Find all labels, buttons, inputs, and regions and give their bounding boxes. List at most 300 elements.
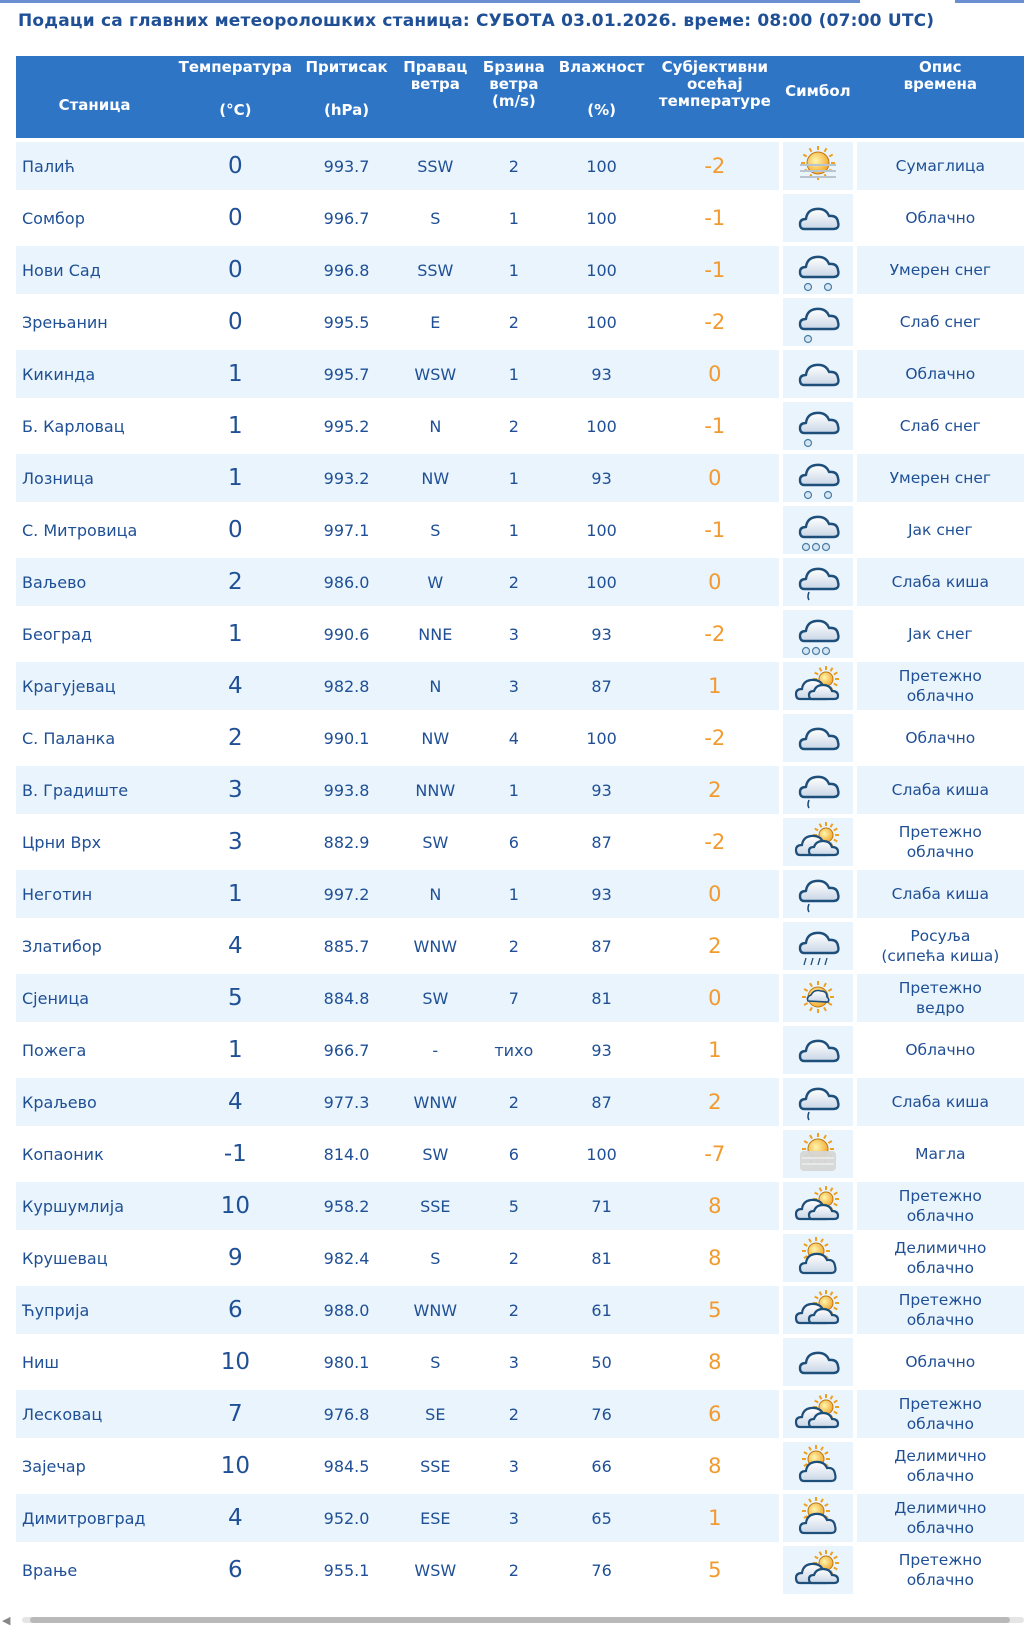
temperature-value: 4	[173, 922, 297, 970]
humidity-value: 93	[553, 610, 651, 658]
feels-like-value: 0	[651, 558, 780, 606]
table-row	[16, 1442, 1024, 1490]
temperature-value: 1	[173, 610, 297, 658]
temperature-value: 5	[173, 974, 297, 1022]
feels-like-value: 1	[651, 662, 780, 710]
table-row	[16, 662, 1024, 710]
wind-direction-value: ESE	[396, 1494, 476, 1542]
station-name: С. Паланка	[16, 714, 173, 762]
cloud-heavy-snow-icon	[783, 610, 853, 658]
wind-speed-value: 1	[475, 194, 553, 242]
description-value: Претежно облачно	[857, 1182, 1024, 1230]
wind-speed-value: 6	[475, 818, 553, 866]
pressure-value: 952.0	[298, 1494, 396, 1542]
table-row	[16, 246, 1024, 294]
header-pressure: Притисак (hPa)	[298, 56, 396, 138]
symbol-cell	[779, 714, 857, 762]
station-name: В. Градиште	[16, 766, 173, 814]
pressure-value: 814.0	[298, 1130, 396, 1178]
table-row	[16, 766, 1024, 814]
temperature-value: 9	[173, 1234, 297, 1282]
symbol-cell	[779, 402, 857, 450]
station-name: Зрењанин	[16, 298, 173, 346]
symbol-cell	[779, 974, 857, 1022]
table-row	[16, 974, 1024, 1022]
header-symbol: Симбол	[779, 56, 857, 138]
wind-speed-value: 1	[475, 454, 553, 502]
table-row	[16, 142, 1024, 190]
station-name: Лозница	[16, 454, 173, 502]
station-name: Сомбор	[16, 194, 173, 242]
wind-direction-value: N	[396, 402, 476, 450]
station-name: Кикинда	[16, 350, 173, 398]
symbol-cell	[779, 194, 857, 242]
table-row	[16, 870, 1024, 918]
wind-direction-value: NW	[396, 454, 476, 502]
wind-direction-value: SW	[396, 974, 476, 1022]
table-row	[16, 1234, 1024, 1282]
symbol-cell	[779, 1130, 857, 1178]
wind-speed-value: 7	[475, 974, 553, 1022]
scroll-left-arrow-icon[interactable]: ◀	[2, 1614, 11, 1627]
feels-like-value: 0	[651, 870, 780, 918]
symbol-cell	[779, 1338, 857, 1386]
pressure-value: 982.8	[298, 662, 396, 710]
pressure-value: 990.1	[298, 714, 396, 762]
humidity-value: 93	[553, 454, 651, 502]
feels-like-value: 2	[651, 922, 780, 970]
station-name: Неготин	[16, 870, 173, 918]
wind-direction-value: SSW	[396, 142, 476, 190]
pressure-value: 995.2	[298, 402, 396, 450]
feels-like-value: -2	[651, 818, 780, 866]
wind-direction-value: WNW	[396, 922, 476, 970]
wind-direction-value: SSE	[396, 1182, 476, 1230]
temperature-value: 0	[173, 194, 297, 242]
scrollbar-thumb[interactable]	[30, 1617, 1010, 1623]
description-value: Слаба киша	[857, 558, 1024, 606]
symbol-cell	[779, 298, 857, 346]
humidity-value: 100	[553, 506, 651, 554]
top-border	[0, 0, 1024, 4]
table-row	[16, 1286, 1024, 1334]
wind-direction-value: E	[396, 298, 476, 346]
table-row	[16, 1078, 1024, 1126]
table-row	[16, 1182, 1024, 1230]
humidity-value: 76	[553, 1390, 651, 1438]
pressure-value: 955.1	[298, 1546, 396, 1594]
cloud-light-rain-icon	[783, 1078, 853, 1126]
wind-direction-value: N	[396, 870, 476, 918]
humidity-value: 87	[553, 818, 651, 866]
table-row	[16, 298, 1024, 346]
temperature-value: 4	[173, 1494, 297, 1542]
temperature-value: 1	[173, 350, 297, 398]
humidity-value: 100	[553, 246, 651, 294]
wind-speed-value: тихо	[475, 1026, 553, 1074]
temperature-value: 0	[173, 298, 297, 346]
description-value: Јак снег	[857, 610, 1024, 658]
station-name: Крушевац	[16, 1234, 173, 1282]
cloud-icon	[783, 714, 853, 762]
wind-speed-value: 2	[475, 558, 553, 606]
mostly-cloudy-icon	[783, 1286, 853, 1334]
header-wind-speed: Брзина ветра (m/s)	[475, 56, 553, 138]
table-row	[16, 1026, 1024, 1074]
description-value: Облачно	[857, 350, 1024, 398]
station-name: Крагујевац	[16, 662, 173, 710]
temperature-value: 2	[173, 558, 297, 606]
mostly-clear-icon	[783, 974, 853, 1022]
symbol-cell	[779, 142, 857, 190]
station-name: Куршумлија	[16, 1182, 173, 1230]
mostly-cloudy-icon	[783, 662, 853, 710]
pressure-value: 993.2	[298, 454, 396, 502]
humidity-value: 81	[553, 974, 651, 1022]
pressure-value: 984.5	[298, 1442, 396, 1490]
table-row	[16, 714, 1024, 762]
fog-sun-icon	[783, 142, 853, 190]
wind-direction-value: S	[396, 1338, 476, 1386]
description-value: Слаба киша	[857, 1078, 1024, 1126]
humidity-value: 93	[553, 870, 651, 918]
humidity-value: 100	[553, 298, 651, 346]
description-value: Претежно облачно	[857, 1286, 1024, 1334]
description-value: Слаб снег	[857, 298, 1024, 346]
humidity-value: 100	[553, 142, 651, 190]
wind-speed-value: 1	[475, 870, 553, 918]
description-value: Облачно	[857, 194, 1024, 242]
temperature-value: 6	[173, 1546, 297, 1594]
wind-speed-value: 2	[475, 402, 553, 450]
feels-like-value: -1	[651, 246, 780, 294]
symbol-cell	[779, 922, 857, 970]
wind-speed-value: 1	[475, 506, 553, 554]
symbol-cell	[779, 1078, 857, 1126]
description-value: Делимично облачно	[857, 1494, 1024, 1542]
temperature-value: 3	[173, 818, 297, 866]
pressure-value: 966.7	[298, 1026, 396, 1074]
wind-speed-value: 2	[475, 298, 553, 346]
description-value: Умерен снег	[857, 454, 1024, 502]
wind-speed-value: 3	[475, 662, 553, 710]
wind-direction-value: S	[396, 506, 476, 554]
wind-direction-value: SW	[396, 818, 476, 866]
wind-direction-value: S	[396, 1234, 476, 1282]
mostly-cloudy-icon	[783, 1390, 853, 1438]
feels-like-value: 1	[651, 1026, 780, 1074]
humidity-value: 100	[553, 558, 651, 606]
table-row	[16, 1130, 1024, 1178]
humidity-value: 100	[553, 714, 651, 762]
station-name: Краљево	[16, 1078, 173, 1126]
pressure-value: 884.8	[298, 974, 396, 1022]
station-name: Сјеница	[16, 974, 173, 1022]
partly-cloudy-icon	[783, 1234, 853, 1282]
table-row	[16, 194, 1024, 242]
wind-direction-value: NNE	[396, 610, 476, 658]
station-name: С. Митровица	[16, 506, 173, 554]
temperature-value: 1	[173, 1026, 297, 1074]
wind-speed-value: 6	[475, 1130, 553, 1178]
feels-like-value: -1	[651, 506, 780, 554]
humidity-value: 87	[553, 922, 651, 970]
feels-like-value: 1	[651, 1494, 780, 1542]
temperature-value: 1	[173, 454, 297, 502]
humidity-value: 93	[553, 350, 651, 398]
feels-like-value: -2	[651, 714, 780, 762]
fog-icon	[783, 1130, 853, 1178]
humidity-value: 100	[553, 1130, 651, 1178]
table-row	[16, 506, 1024, 554]
pressure-value: 958.2	[298, 1182, 396, 1230]
humidity-value: 87	[553, 662, 651, 710]
pressure-value: 982.4	[298, 1234, 396, 1282]
wind-direction-value: SSW	[396, 246, 476, 294]
wind-speed-value: 2	[475, 1546, 553, 1594]
mostly-cloudy-icon	[783, 1182, 853, 1230]
symbol-cell	[779, 506, 857, 554]
humidity-value: 61	[553, 1286, 651, 1334]
description-value: Умерен снег	[857, 246, 1024, 294]
pressure-value: 995.5	[298, 298, 396, 346]
station-name: Копаоник	[16, 1130, 173, 1178]
temperature-value: 2	[173, 714, 297, 762]
description-value: Јак снег	[857, 506, 1024, 554]
temperature-value: 10	[173, 1182, 297, 1230]
symbol-cell	[779, 246, 857, 294]
description-value: Претежно облачно	[857, 1546, 1024, 1594]
symbol-cell	[779, 818, 857, 866]
table-row	[16, 350, 1024, 398]
wind-direction-value: WNW	[396, 1286, 476, 1334]
weather-table	[16, 52, 1024, 1598]
header-description: Опис времена	[857, 56, 1024, 138]
symbol-cell	[779, 1286, 857, 1334]
page-title: Подаци са главних метеоролошких станица: СУБОТА 03.01.2026. време: 08:00 (07:00 UTC)	[18, 11, 935, 31]
wind-speed-value: 2	[475, 922, 553, 970]
pressure-value: 997.1	[298, 506, 396, 554]
cloud-moderate-snow-icon	[783, 246, 853, 294]
humidity-value: 76	[553, 1546, 651, 1594]
station-name: Зајечар	[16, 1442, 173, 1490]
wind-speed-value: 2	[475, 1234, 553, 1282]
table-row	[16, 558, 1024, 606]
pressure-value: 986.0	[298, 558, 396, 606]
mostly-cloudy-icon	[783, 818, 853, 866]
wind-direction-value: WSW	[396, 350, 476, 398]
cloud-icon	[783, 1338, 853, 1386]
temperature-value: 1	[173, 870, 297, 918]
station-name: Београд	[16, 610, 173, 658]
pressure-value: 996.8	[298, 246, 396, 294]
description-value: Делимично облачно	[857, 1234, 1024, 1282]
pressure-value: 997.2	[298, 870, 396, 918]
station-name: Палић	[16, 142, 173, 190]
station-name: Димитровград	[16, 1494, 173, 1542]
pressure-value: 882.9	[298, 818, 396, 866]
wind-speed-value: 3	[475, 1442, 553, 1490]
header-feels-like: Субјективни осећај температуре	[651, 56, 780, 138]
symbol-cell	[779, 350, 857, 398]
feels-like-value: -2	[651, 142, 780, 190]
cloud-drizzle-icon	[783, 922, 853, 970]
pressure-value: 976.8	[298, 1390, 396, 1438]
description-value: Магла	[857, 1130, 1024, 1178]
feels-like-value: 8	[651, 1182, 780, 1230]
humidity-value: 100	[553, 194, 651, 242]
cloud-icon	[783, 1026, 853, 1074]
wind-speed-value: 3	[475, 1494, 553, 1542]
station-name: Ваљево	[16, 558, 173, 606]
wind-speed-value: 1	[475, 766, 553, 814]
feels-like-value: 5	[651, 1286, 780, 1334]
station-name: Б. Карловац	[16, 402, 173, 450]
humidity-value: 100	[553, 402, 651, 450]
wind-speed-value: 5	[475, 1182, 553, 1230]
station-name: Лесковац	[16, 1390, 173, 1438]
cloud-light-rain-icon	[783, 558, 853, 606]
header-wind-direction: Правац ветра	[396, 56, 476, 138]
feels-like-value: 0	[651, 350, 780, 398]
wind-direction-value: N	[396, 662, 476, 710]
temperature-value: 4	[173, 662, 297, 710]
description-value: Облачно	[857, 1026, 1024, 1074]
temperature-value: -1	[173, 1130, 297, 1178]
cloud-heavy-snow-icon	[783, 506, 853, 554]
cloud-moderate-snow-icon	[783, 454, 853, 502]
table-row	[16, 1494, 1024, 1542]
wind-speed-value: 2	[475, 1286, 553, 1334]
pressure-value: 993.8	[298, 766, 396, 814]
header-station: Станица	[16, 56, 173, 138]
description-value: Слаб снег	[857, 402, 1024, 450]
humidity-value: 93	[553, 766, 651, 814]
description-value: Претежно облачно	[857, 1390, 1024, 1438]
wind-direction-value: -	[396, 1026, 476, 1074]
temperature-value: 1	[173, 402, 297, 450]
cloud-light-rain-icon	[783, 766, 853, 814]
pressure-value: 993.7	[298, 142, 396, 190]
wind-speed-value: 3	[475, 1338, 553, 1386]
symbol-cell	[779, 1026, 857, 1074]
wind-speed-value: 2	[475, 142, 553, 190]
humidity-value: 50	[553, 1338, 651, 1386]
station-name: Пожега	[16, 1026, 173, 1074]
partly-cloudy-icon	[783, 1442, 853, 1490]
horizontal-scrollbar[interactable]	[0, 1614, 1024, 1625]
pressure-value: 995.7	[298, 350, 396, 398]
feels-like-value: 2	[651, 1078, 780, 1126]
symbol-cell	[779, 662, 857, 710]
pressure-value: 977.3	[298, 1078, 396, 1126]
wind-speed-value: 2	[475, 1390, 553, 1438]
temperature-value: 4	[173, 1078, 297, 1126]
station-name: Врање	[16, 1546, 173, 1594]
pressure-value: 988.0	[298, 1286, 396, 1334]
symbol-cell	[779, 870, 857, 918]
temperature-value: 10	[173, 1338, 297, 1386]
humidity-value: 65	[553, 1494, 651, 1542]
wind-direction-value: NW	[396, 714, 476, 762]
wind-speed-value: 1	[475, 350, 553, 398]
wind-direction-value: SW	[396, 1130, 476, 1178]
wind-direction-value: NNW	[396, 766, 476, 814]
station-name: Црни Врх	[16, 818, 173, 866]
symbol-cell	[779, 558, 857, 606]
description-value: Слаба киша	[857, 766, 1024, 814]
table-header	[16, 56, 1024, 138]
temperature-value: 10	[173, 1442, 297, 1490]
description-value: Слаба киша	[857, 870, 1024, 918]
description-value: Облачно	[857, 714, 1024, 762]
symbol-cell	[779, 1546, 857, 1594]
feels-like-value: -1	[651, 402, 780, 450]
wind-speed-value: 2	[475, 1078, 553, 1126]
wind-speed-value: 4	[475, 714, 553, 762]
humidity-value: 93	[553, 1026, 651, 1074]
temperature-value: 6	[173, 1286, 297, 1334]
description-value: Облачно	[857, 1338, 1024, 1386]
wind-direction-value: SSE	[396, 1442, 476, 1490]
humidity-value: 81	[553, 1234, 651, 1282]
symbol-cell	[779, 1494, 857, 1542]
table-row	[16, 1546, 1024, 1594]
table-row	[16, 402, 1024, 450]
station-name: Ниш	[16, 1338, 173, 1386]
description-value: Претежно облачно	[857, 818, 1024, 866]
table-row	[16, 818, 1024, 866]
description-value: Сумаглица	[857, 142, 1024, 190]
temperature-value: 0	[173, 142, 297, 190]
feels-like-value: 8	[651, 1234, 780, 1282]
pressure-value: 996.7	[298, 194, 396, 242]
description-value: Претежно ведро	[857, 974, 1024, 1022]
symbol-cell	[779, 610, 857, 658]
feels-like-value: 0	[651, 454, 780, 502]
cloud-icon	[783, 350, 853, 398]
table-row	[16, 922, 1024, 970]
humidity-value: 66	[553, 1442, 651, 1490]
feels-like-value: 6	[651, 1390, 780, 1438]
humidity-value: 71	[553, 1182, 651, 1230]
description-value: Претежно облачно	[857, 662, 1024, 710]
table-row	[16, 1390, 1024, 1438]
station-name: Нови Сад	[16, 246, 173, 294]
feels-like-value: -2	[651, 610, 780, 658]
header-temperature: Температура (°C)	[173, 56, 297, 138]
symbol-cell	[779, 1182, 857, 1230]
symbol-cell	[779, 1390, 857, 1438]
symbol-cell	[779, 1442, 857, 1490]
wind-direction-value: WSW	[396, 1546, 476, 1594]
temperature-value: 7	[173, 1390, 297, 1438]
feels-like-value: -1	[651, 194, 780, 242]
temperature-value: 0	[173, 246, 297, 294]
feels-like-value: 8	[651, 1442, 780, 1490]
cloud-light-snow-icon	[783, 402, 853, 450]
pressure-value: 885.7	[298, 922, 396, 970]
description-value: Росуља (сипећа киша)	[857, 922, 1024, 970]
feels-like-value: 5	[651, 1546, 780, 1594]
table-row	[16, 1338, 1024, 1386]
cloud-icon	[783, 194, 853, 242]
pressure-value: 980.1	[298, 1338, 396, 1386]
temperature-value: 3	[173, 766, 297, 814]
pressure-value: 990.6	[298, 610, 396, 658]
station-name: Златибор	[16, 922, 173, 970]
wind-direction-value: W	[396, 558, 476, 606]
